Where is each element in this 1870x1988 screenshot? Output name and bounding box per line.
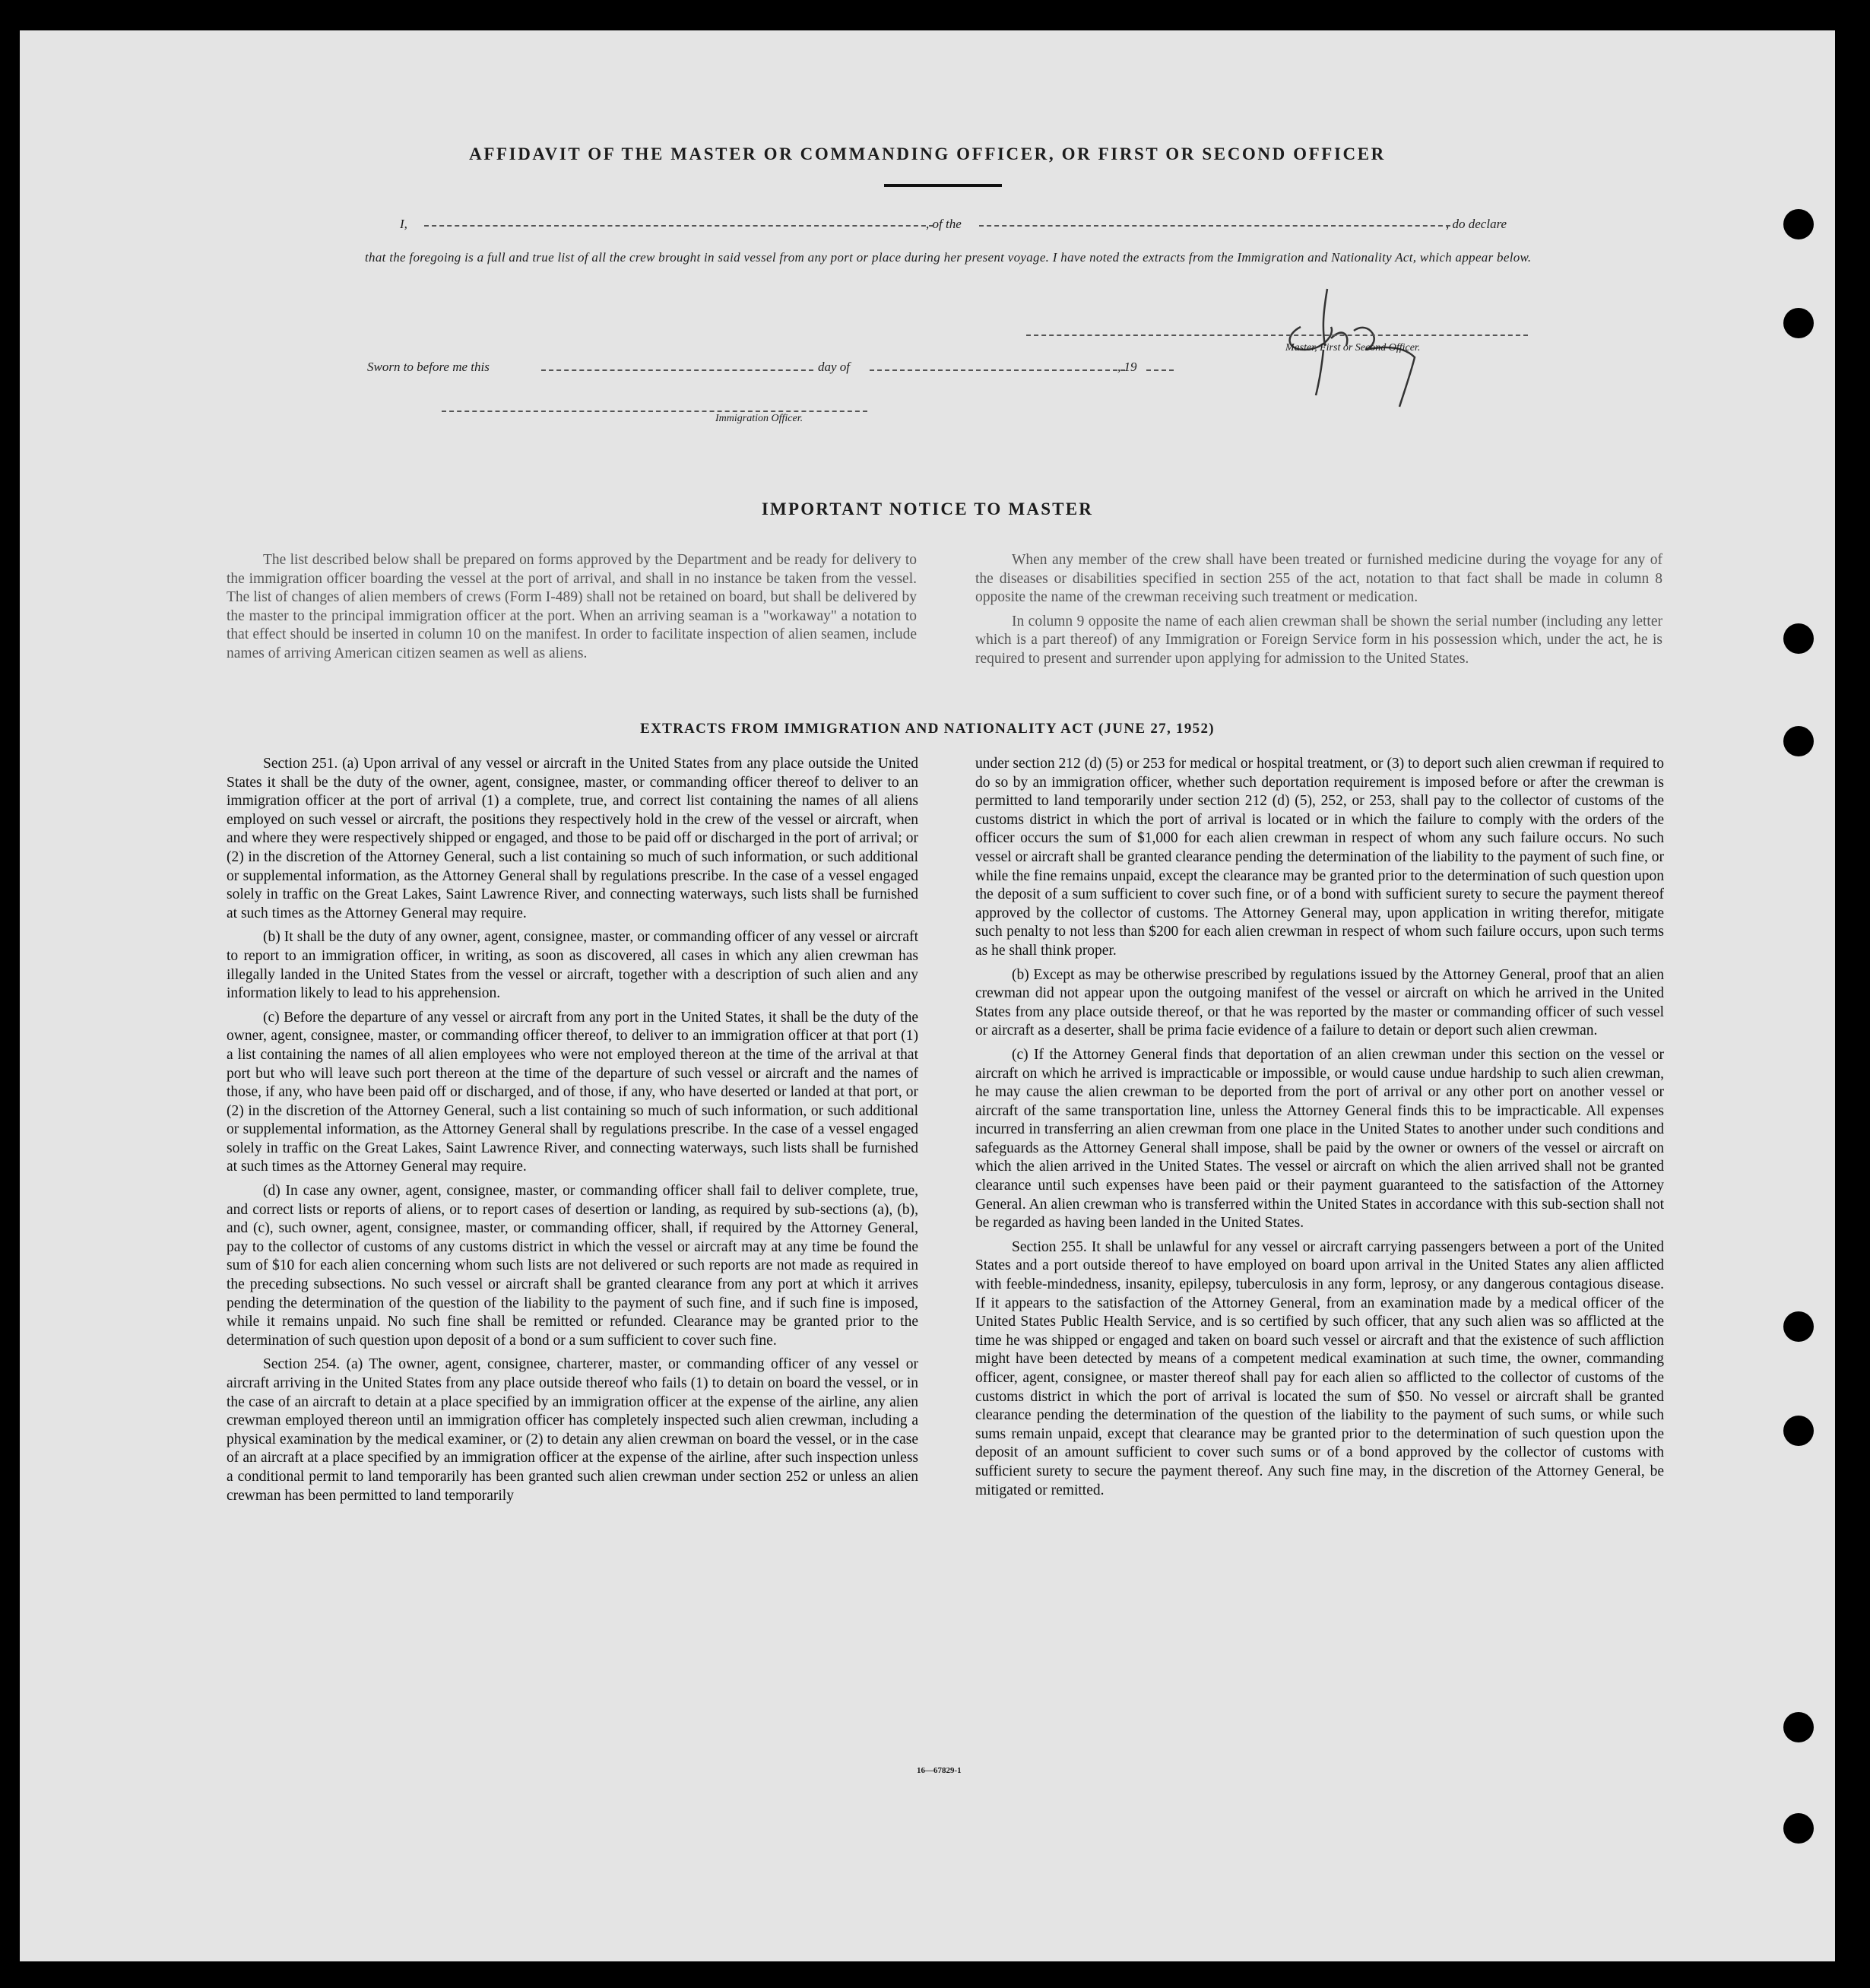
month-blank [870,369,1125,371]
binder-hole [1783,209,1814,239]
i-label: I, [400,217,407,231]
section-254a: Section 254. (a) The owner, agent, consignee, charterer, master, or commanding officer of any vessel or aircraft arriving in the United States from any place outside thereof who fails (1) to detain on board the vessel, or in the case of an aircraft to detain at a place specified by an immigration officer at the expense of the airline, any alien crewman employed thereon until an immigration officer has completely inspected such alien crewman, including a physical examination by the medical examiner, or (2) to detain any alien crewman on board the vessel, or in the case of an aircraft at a place specified by an immigration officer at the expense of the airline, after such inspection unless a conditional permit to land temporarily has been granted such alien crewman under section 252 or unless an alien crewman has been permitted to land temporarily [227,1356,918,1504]
section-255: Section 255. It shall be unlawful for any vessel or aircraft carrying passengers between a port of the United States and a port outside thereof to have employed on board upon arrival in the United States any alien afflicted with feeble-mindedness, insanity, epilepsy, tuberculosis in any form, leprosy, or any dangerous contagious disease. If it appears to the satisfaction of the Attorney General, from an examination made by a medical officer of the United States Public Health Service, and is so certified by such officer, that any such alien was so afflicted at the time he was shipped or engaged and taken on board such vessel or aircraft and that the existence of such affliction might have been detected by means of a competent medical examination at such time, the owner, commanding officer, agent, consignee, or master thereof shall pay for each alien so afflicted to the collector of customs of the customs district in which the port of arrival is located the sum of $50. No vessel or aircraft shall be granted clearance pending the determination of the question of the liability to the payment of such sums, or while such sums remain unpaid, except that clearance may be granted prior to the determination of such question upon the deposit of an amount sufficient to cover such sums or of a bond approved by the collector of customs with sufficient surety to secure the payment thereof. Any such fine may, in the discretion of the Attorney General, be mitigated or remitted. [975,1238,1664,1498]
section-254b: (b) Except as may be otherwise prescribed by regulations issued by the Attorney General, proof that an alien crewman did not appear upon the outgoing manifest of the vessel or aircraft on which he arrived in the United States from any place outside thereof, or that he was reported by the master or commanding officer of such vessel or aircraft as a deserter, shall be prima facie evidence of a failure to detain or deport such alien crewman. [975,966,1664,1039]
sworn-label: Sworn to before me this [367,360,490,374]
officer-line [442,411,867,412]
notice-title: IMPORTANT NOTICE TO MASTER [761,499,1094,518]
extracts-title: EXTRACTS FROM IMMIGRATION AND NATIONALITY ACT (JUNE 27, 1952) [640,721,1215,737]
binder-hole [1783,1416,1814,1446]
binder-hole [1783,1712,1814,1742]
sworn-day-blank [541,369,813,371]
notice-right-paragraph: When any member of the crew shall have been treated or furnished medicine during the voyage for any of the diseases or disabilities specified in section 255 of the act, notation to that fact shall be made in column 8 opposite the name of the crewman receiving such treatment or medication. [975,552,1662,606]
binder-hole [1783,623,1814,654]
document-page [20,30,1835,1961]
section-251d: (d) In case any owner, agent, consignee, master, or commanding officer shall fail to deliver complete, true, and correct lists or reports of aliens, or to report cases of desertion or landing, as required by sub-sections (a), (b), and (c), such owner, agent, consignee, master, or commanding officer, shall, if required by the Attorney General, pay to the collector of customs of any customs district in which the vessel or aircraft may at any time be found the sum of $10 for each alien concerning whom such lists are not delivered or such reports are not made as required in the preceding subsections. No such vessel or aircraft shall be granted clearance from any port at which it arrives pending the determination of the question of the liability to the payment of such fine, and if such fine is imposed, while it remains unpaid. No such fine shall be remitted or refunded. Clearance may be granted prior to the determination of such question upon deposit of a bond or a sum sufficient to cover such fine. [227,1183,918,1349]
notice-left [227,551,917,669]
do-declare-label: , do declare [1446,217,1507,231]
binder-hole [1783,308,1814,338]
signer-caption: Master, First or Second Officer. [1285,342,1421,354]
notice-right-paragraph: In column 9 opposite the name of each alien crewman shall be shown the serial number (including any letter which is a part thereof) of any Immigration or Foreign Service form in his possession which, under the act, he is required to present and surrender upon applying for admission to the United States. [975,613,1662,667]
name-blank [424,225,933,227]
binder-hole [1783,1813,1814,1844]
notice-left-paragraph: The list described below shall be prepared on forms approved by the Department and be ready for delivery to the immigration officer boarding the vessel at the port of arrival, and shall in no instance be taken from the vessel. The list of changes of alien members of crews (Form I-489) shall not be retained on board, but shall be delivered by the master to the principal immigration officer at the port. When an arriving seaman is a "workaway" a notation to that effect should be inserted in column 10 on the manifest. In order to facilitate inspection of alien seamen, include names of arriving American citizen seamen as well as aliens. [227,552,917,661]
extracts-left [227,755,918,1511]
form-code: 16—67829-1 [917,1766,962,1775]
officer-caption: Immigration Officer. [715,413,803,424]
year-label: , 19 [1117,360,1137,374]
affidavit-title: AFFIDAVIT OF THE MASTER OR COMMANDING OFFICER, OR FIRST OR SECOND OFFICER [469,144,1386,163]
vessel-blank [979,225,1450,227]
section-254a-continued: under section 212 (d) (5) or 253 for medical or hospital treatment, or (3) to deport such alien crewman if required to do so by an immigration officer, whether such deportation requirement is imposed before or after the crewman is permitted to land temporarily under section 212 (d) (5), 252, or 253, shall pay to the collector of customs of the customs district in which the port of arrival is located or in which the failure to comply with the orders of the officer occurs the sum of $1,000 for each alien crewman in respect of whom any such failure occurs. No such vessel or aircraft shall be granted clearance pending the determination of the liability to the payment of such fine, or while the fine remains unpaid, except the clearance may be granted prior to the determination of such question upon the deposit of a sum sufficient to cover such fine, or of a bond with sufficient surety to secure the payment thereof approved by the collector of customs. The Attorney General may, upon application in writing therefor, mitigate such penalty to not less than $200 for each alien crewman in respect of whom such failure occurs, upon such terms as he shall think proper. [975,756,1664,959]
extracts-right [975,755,1664,1505]
section-251a: Section 251. (a) Upon arrival of any vessel or aircraft in the United States from any place outside the United States it shall be the duty of the owner, agent, consignee, master, or commanding officer thereof to deliver to an immigration officer at the port of arrival (1) a complete, true, and correct list containing the names of all aliens employed on such vessel or aircraft, the positions they respectively hold in the crew of the vessel or aircraft, when and where they were respectively shipped or engaged, and those to be paid off or discharged in the port of arrival; or (2) in the discretion of the Attorney General, such a list containing so much of such information, or such additional or supplemental information, as the Attorney General shall by regulations prescribe. In the case of a vessel engaged solely in traffic on the Great Lakes, Saint Lawrence River, and connecting waterways, such lists shall be furnished at such times as the Attorney General may require. [227,756,918,921]
affidavit-text: that the foregoing is a full and true list of all the crew brought in said vessel from any port or place during her present voyage. I have noted the extracts from the Immigration and Nationality Act, which appear below. [365,250,1532,265]
of-the-label: , of the [926,217,962,231]
notice-right [975,551,1662,674]
day-of-label: day of [818,360,851,374]
signature-line [1026,335,1528,336]
section-254c: (c) If the Attorney General finds that deportation of an alien crewman under this section on the vessel or aircraft on which he arrived is impracticable or impossible, or would cause undue hardship to such alien crewman, he may cause the alien crewman to be deported from the port of arrival or any other port on another vessel or aircraft of the same transportation line, unless the Attorney General finds this to be impracticable. All expenses incurred in transferring an alien crewman from one place in the United States to another under such conditions and safeguards as the Attorney General shall impose, shall be paid by the owner or owners of the vessel or aircraft on which the alien arrived in the United States. The vessel or aircraft on which the alien arrived shall not be granted clearance until such expenses have been paid or their payment guaranteed to the satisfaction of the Attorney General. An alien crewman who is transferred within the United States in accordance with this sub-section shall not be regarded as having been landed in the United States. [975,1046,1664,1232]
section-251c: (c) Before the departure of any vessel or aircraft from any port in the United States, it shall be the duty of the owner, agent, consignee, master, or commanding officer thereof, to deliver to an immigration officer at that port (1) a list containing the names of all alien employees who were not employed thereon at the time of the arrival at that port but who will leave such port thereon at the time of the departure of such vessel or aircraft and the names of those, if any, who have been paid off or discharged, and of those, if any, who have deserted or landed at that port, or (2) in the discretion of the Attorney General, such a list containing so much of such information, or such additional or supplemental information, as the Attorney General shall by regulations prescribe. In the case of a vessel engaged solely in traffic on the Great Lakes, Saint Lawrence River, and connecting waterways, such lists shall be furnished at such times as the Attorney General may require. [227,1009,918,1175]
year-blank [1146,369,1174,371]
title-rule [884,184,1002,187]
binder-hole [1783,1311,1814,1342]
section-251b: (b) It shall be the duty of any owner, agent, consignee, master, or commanding officer of any vessel or aircraft to report to an immigration officer, in writing, as soon as discovered, all cases in which any alien crewman has illegally landed in the United States from the vessel or aircraft, together with a description of such alien and any information likely to lead to his apprehension. [227,929,918,1002]
binder-hole [1783,726,1814,756]
